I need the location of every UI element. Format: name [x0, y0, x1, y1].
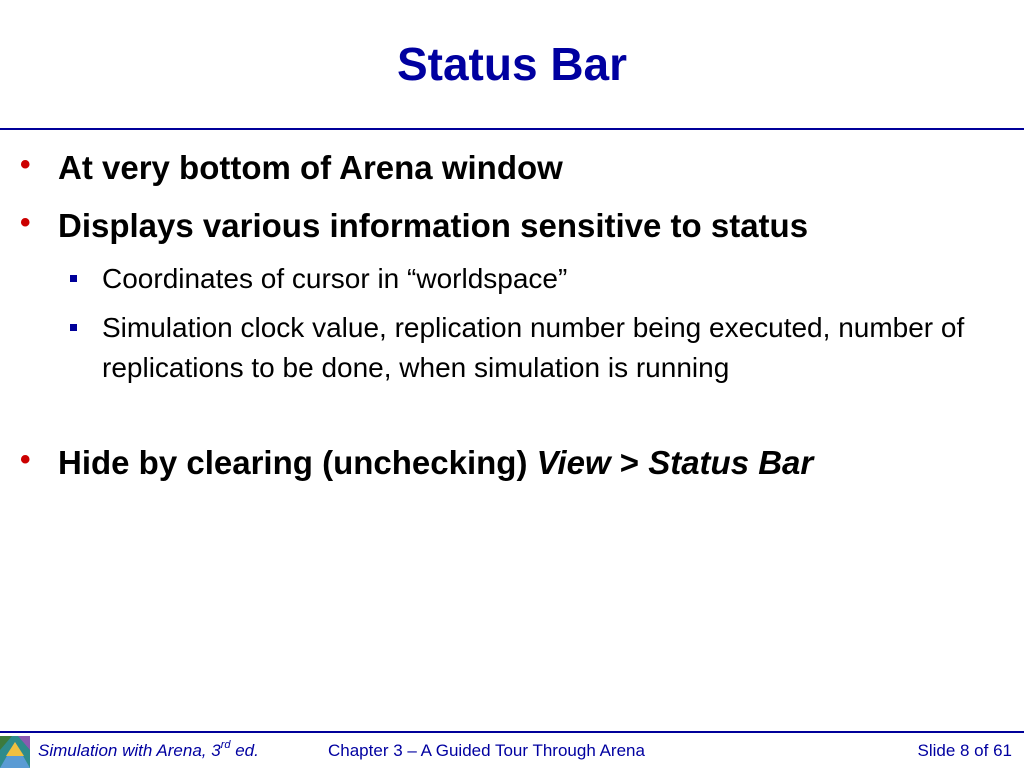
menu-item-status-bar: Status Bar: [648, 444, 814, 481]
footer-slide-number: Slide 8 of 61: [917, 741, 1012, 760]
bullet-text-prefix: Hide by clearing (unchecking): [58, 444, 537, 481]
menu-item-view: View: [536, 444, 611, 481]
square-bullet-icon: [70, 275, 77, 282]
menu-separator: >: [610, 444, 649, 481]
footer-book-sup: rd: [220, 739, 231, 752]
bullet-icon: •: [20, 443, 31, 476]
slide-title: Status Bar: [396, 38, 628, 90]
sub-bullet-text: Coordinates of cursor in “worldspace”: [102, 263, 568, 294]
footer-book-prefix: Simulation with Arena, 3: [38, 741, 221, 760]
footer-chapter: Chapter 3 – A Guided Tour Through Arena: [328, 741, 645, 760]
bullet-icon: •: [20, 148, 31, 181]
bullet-text: [58, 443, 813, 483]
square-bullet-icon: [70, 324, 77, 331]
bullet-icon: •: [20, 206, 31, 239]
bullet-text: At very bottom of Arena window: [58, 149, 563, 186]
footer-divider: [0, 731, 1024, 733]
bullet-text: Displays various information sensitive to status: [58, 207, 809, 244]
arena-logo-icon: [0, 736, 30, 768]
footer-book-suffix: ed.: [230, 741, 259, 760]
sub-bullet-text: Simulation clock value, replication number being executed, number of replications to be done, when simulation is running: [102, 312, 965, 383]
footer-book-title: [38, 740, 259, 762]
